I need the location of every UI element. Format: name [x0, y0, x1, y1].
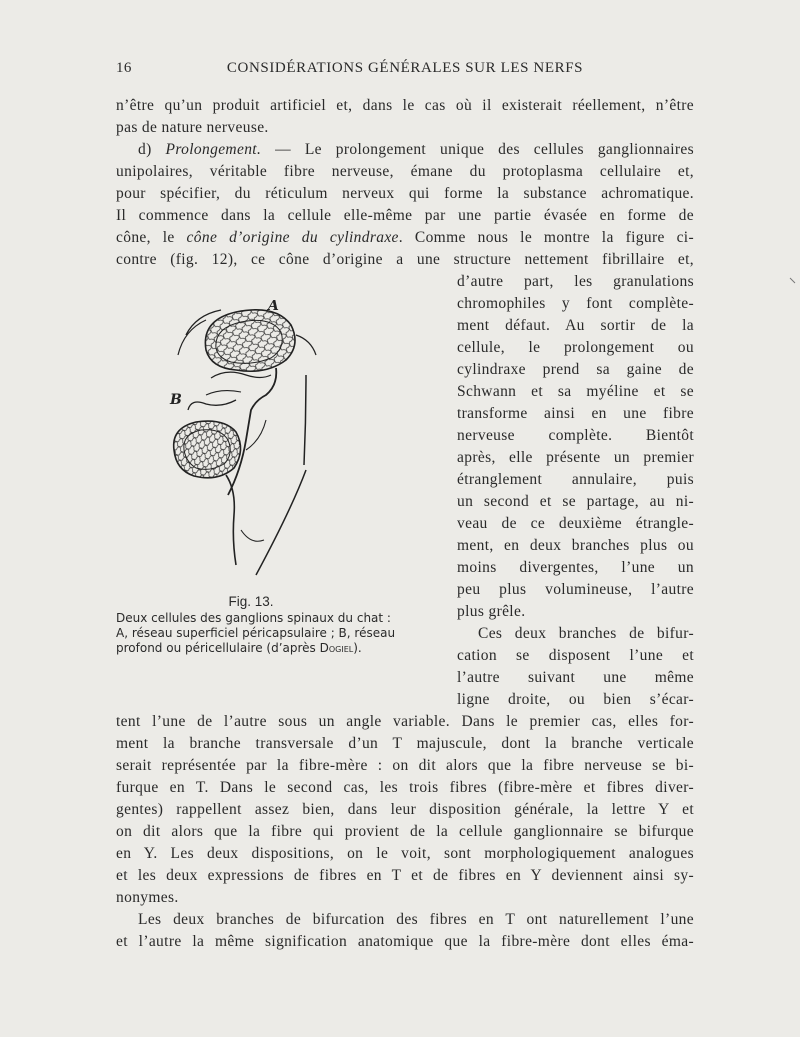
section-letter: d): [138, 141, 166, 158]
text-line: Il commence dans la cellule elle-même par une partie évasée en forme de: [116, 207, 694, 224]
column-line: cation se disposent l’une et: [457, 647, 694, 664]
term-italic: cône d’origine du cylindraxe: [186, 229, 399, 246]
text-line: en Y. Les deux dispositions, on le voit, sont morphologiquement analogues: [116, 845, 694, 862]
text-line-cone: [116, 227, 694, 249]
cell-b: [174, 375, 306, 575]
text-line: serait représentée par la fibre-mère : on dit alors que la fibre nerveuse se bi-: [116, 757, 694, 774]
text-line: on dit alors que la fibre qui provient de la cellule ganglionnaire se bifurque: [116, 823, 694, 840]
column-line: Schwann et sa myéline et se: [457, 383, 694, 400]
text-line: ment la branche transversale d’un T majuscule, dont la branche verticale: [116, 735, 694, 752]
text-line: Les deux branches de bifurcation des fibres en T ont naturellement l’une: [138, 911, 694, 928]
text-line: tent l’une de l’autre sous un angle variable. Dans le premier cas, elles for-: [116, 713, 694, 730]
column-line: cylindraxe prend sa gaine de: [457, 361, 694, 378]
column-line: d’autre part, les granulations: [457, 273, 694, 290]
running-head: [116, 60, 694, 80]
text-line: et l’autre la même signification anatomique que la fibre-mère dont elles éma-: [116, 933, 694, 950]
figure-caption-text: [116, 611, 450, 656]
text-line: n’être qu’un produit artificiel et, dans le cas où il existerait réellement, n’être: [116, 97, 694, 114]
label-b: B: [170, 392, 182, 408]
text-line: nonymes.: [116, 889, 179, 906]
caption-line-end: ).: [353, 641, 362, 655]
column-line: plus grêle.: [457, 603, 526, 620]
label-a: A: [268, 300, 279, 314]
running-head-title: CONSIDÉRATIONS GÉNÉRALES SUR LES NERFS: [226, 60, 584, 76]
text-line-section-heading: [138, 139, 694, 161]
column-line: ligne droite, ou bien s’écar-: [457, 691, 694, 708]
text-line: pas de nature nerveuse.: [116, 119, 269, 136]
column-line: étranglement annulaire, puis: [457, 471, 694, 488]
column-line: chromophiles y font complète-: [457, 295, 694, 312]
caption-line: [116, 641, 450, 656]
section-title: Prolongement.: [165, 141, 262, 158]
margin-mark: [789, 277, 797, 285]
column-line: moins divergentes, l’une un: [457, 559, 694, 576]
column-line: un second et se partage, au ni-: [457, 493, 694, 510]
text-line: et les deux expressions de fibres en T et de fibres en Y deviennent ainsi sy-: [116, 867, 694, 884]
column-line: l’autre suivant une même: [457, 669, 694, 686]
column-line: peu plus volumineuse, l’autre: [457, 581, 694, 598]
column-line: après, elle présente un premier: [457, 449, 694, 466]
text-line: furque en T. Dans le second cas, les trois fibres (fibre-mère et fibres diver-: [116, 779, 694, 796]
column-line: ment, en deux branches plus ou: [457, 537, 694, 554]
line-text: cône, le: [116, 229, 187, 246]
figure-number: Fig. 13.: [228, 594, 274, 609]
section-text: — Le prolongement unique des cellules ganglionnaires: [261, 141, 694, 158]
caption-line: A, réseau superficiel péricapsulaire ; B, réseau: [116, 626, 396, 640]
column-line: transforme ainsi en une fibre: [457, 405, 694, 422]
caption-author: Dogiel: [319, 641, 354, 655]
column-line: nerveuse complète. Bientôt: [457, 427, 694, 444]
column-line: veau de ce deuxième étrangle-: [457, 515, 694, 532]
column-line: Ces deux branches de bifur-: [478, 625, 694, 642]
page-number: 16: [116, 60, 132, 76]
text-line: gentes) rappellent assez bien, dans leur disposition générale, la lettre Y et: [116, 801, 694, 818]
column-line: cellule, le prolongement ou: [457, 339, 694, 356]
text-line: pour spécifier, du réticulum nerveux qui forme la substance achromatique.: [116, 185, 694, 202]
figure-ganglion-cells: [166, 300, 402, 592]
figure-caption: [116, 594, 450, 656]
line-text: . Comme nous le montre la figure ci-: [398, 229, 694, 246]
caption-line: Deux cellules des ganglions spinaux du chat :: [116, 611, 391, 625]
text-line: contre (fig. 12), ce cône d’origine a une structure nettement fibrillaire et,: [116, 251, 694, 268]
column-line: ment défaut. Au sortir de la: [457, 317, 694, 334]
caption-line-text: profond ou péricellulaire (d’après: [116, 641, 320, 655]
ganglion-cells-illustration: [166, 300, 402, 592]
text-line: unipolaires, véritable fibre nerveuse, émane du protoplasma cellulaire et,: [116, 163, 694, 180]
